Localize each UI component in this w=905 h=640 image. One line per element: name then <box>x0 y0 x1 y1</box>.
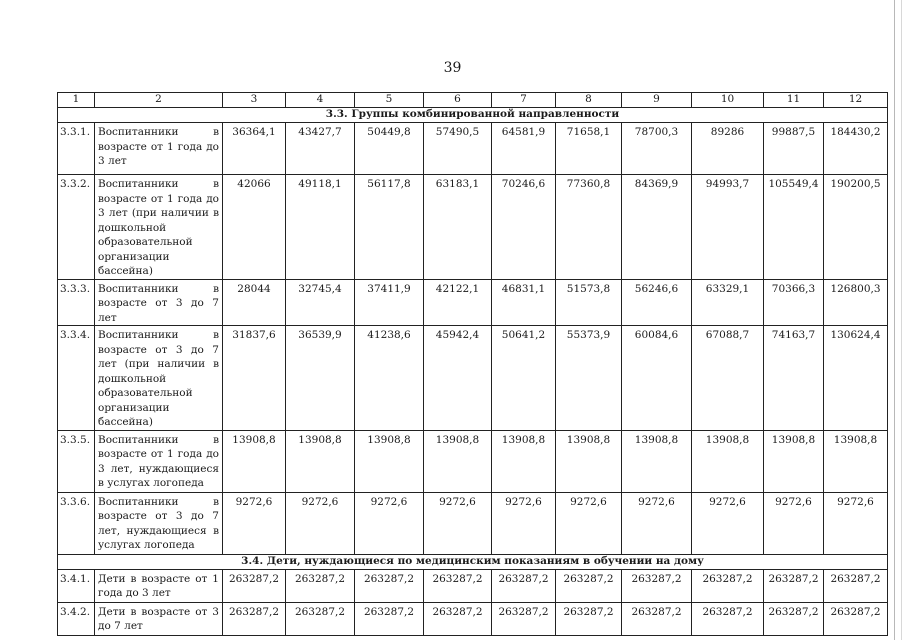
row-value: 56246,6 <box>622 279 692 326</box>
row-value: 263287,2 <box>764 602 824 635</box>
row-value: 13908,8 <box>556 430 622 492</box>
row-value: 70366,3 <box>764 279 824 326</box>
row-value: 63183,1 <box>424 175 492 280</box>
column-header: 9 <box>622 93 692 108</box>
row-value: 263287,2 <box>556 602 622 635</box>
row-value: 51573,8 <box>556 279 622 326</box>
table-row <box>58 123 888 175</box>
row-value: 67088,7 <box>692 326 764 431</box>
row-value: 263287,2 <box>692 569 764 602</box>
row-value: 37411,9 <box>355 279 424 326</box>
column-header: 8 <box>556 93 622 108</box>
row-value: 263287,2 <box>424 602 492 635</box>
row-value: 263287,2 <box>286 602 355 635</box>
table-row <box>58 326 888 431</box>
table-row <box>58 602 888 635</box>
column-header: 1 <box>58 93 95 108</box>
row-description: Дети в возрасте от 3 до 7 лет <box>95 602 223 635</box>
table-row <box>58 279 888 326</box>
row-description: Воспитанники в возрасте от 3 до 7 лет, нуждающиеся в услугах логопеда <box>95 492 223 554</box>
row-value: 55373,9 <box>556 326 622 431</box>
row-value: 263287,2 <box>764 569 824 602</box>
row-value: 13908,8 <box>824 430 888 492</box>
row-value: 9272,6 <box>424 492 492 554</box>
section-header-row <box>58 554 888 569</box>
column-header: 4 <box>286 93 355 108</box>
row-value: 263287,2 <box>355 569 424 602</box>
row-value: 263287,2 <box>492 602 556 635</box>
row-code: 3.3.5. <box>58 430 95 492</box>
row-value: 84369,9 <box>622 175 692 280</box>
row-value: 13908,8 <box>286 430 355 492</box>
row-value: 50449,8 <box>355 123 424 175</box>
column-header: 10 <box>692 93 764 108</box>
row-value: 263287,2 <box>824 602 888 635</box>
row-code: 3.4.1. <box>58 569 95 602</box>
row-value: 13908,8 <box>223 430 286 492</box>
row-value: 263287,2 <box>286 569 355 602</box>
row-value: 263287,2 <box>492 569 556 602</box>
row-description: Воспитанники в возрасте от 1 года до 3 лет, нуждающиеся в услугах логопеда <box>95 430 223 492</box>
row-value: 9272,6 <box>764 492 824 554</box>
column-header: 3 <box>223 93 286 108</box>
row-value: 9272,6 <box>492 492 556 554</box>
scan-edge-line <box>894 0 895 640</box>
row-value: 99887,5 <box>764 123 824 175</box>
row-value: 13908,8 <box>764 430 824 492</box>
row-code: 3.3.4. <box>58 326 95 431</box>
row-description: Воспитанники в возрасте от 3 до 7 лет <box>95 279 223 326</box>
row-value: 32745,4 <box>286 279 355 326</box>
row-value: 9272,6 <box>692 492 764 554</box>
column-header-row <box>58 93 888 108</box>
row-value: 56117,8 <box>355 175 424 280</box>
section-title: 3.4. Дети, нуждающиеся по медицинским показаниям в обучении на дому <box>58 554 888 569</box>
row-value: 70246,6 <box>492 175 556 280</box>
column-header: 12 <box>824 93 888 108</box>
scan-edge-line <box>901 0 902 640</box>
row-value: 46831,1 <box>492 279 556 326</box>
section-title: 3.3. Группы комбинированной направленности <box>58 108 888 123</box>
row-code: 3.3.2. <box>58 175 95 280</box>
row-value: 42122,1 <box>424 279 492 326</box>
page-number: 39 <box>443 60 462 76</box>
row-value: 45942,4 <box>424 326 492 431</box>
row-code: 3.3.3. <box>58 279 95 326</box>
row-description: Дети в возрасте от 1 года до 3 лет <box>95 569 223 602</box>
row-value: 74163,7 <box>764 326 824 431</box>
row-value: 263287,2 <box>824 569 888 602</box>
row-value: 190200,5 <box>824 175 888 280</box>
row-value: 71658,1 <box>556 123 622 175</box>
row-value: 9272,6 <box>824 492 888 554</box>
row-description: Воспитанники в возрасте от 3 до 7 лет (при наличии в дошкольной образовательной организации бассейна) <box>95 326 223 431</box>
row-value: 60084,6 <box>622 326 692 431</box>
row-value: 13908,8 <box>622 430 692 492</box>
row-value: 263287,2 <box>223 569 286 602</box>
row-value: 9272,6 <box>355 492 424 554</box>
row-value: 36539,9 <box>286 326 355 431</box>
row-value: 94993,7 <box>692 175 764 280</box>
row-value: 263287,2 <box>556 569 622 602</box>
row-value: 89286 <box>692 123 764 175</box>
row-value: 57490,5 <box>424 123 492 175</box>
row-description: Воспитанники в возрасте от 1 года до 3 лет (при наличии в дошкольной образовательной организации бассейна) <box>95 175 223 280</box>
row-value: 63329,1 <box>692 279 764 326</box>
row-code: 3.3.6. <box>58 492 95 554</box>
row-value: 50641,2 <box>492 326 556 431</box>
row-value: 13908,8 <box>692 430 764 492</box>
row-value: 263287,2 <box>692 602 764 635</box>
row-code: 3.3.1. <box>58 123 95 175</box>
column-header: 5 <box>355 93 424 108</box>
row-value: 31837,6 <box>223 326 286 431</box>
tariff-table <box>57 92 888 636</box>
row-code: 3.4.2. <box>58 602 95 635</box>
row-value: 9272,6 <box>556 492 622 554</box>
table-row <box>58 569 888 602</box>
row-value: 263287,2 <box>355 602 424 635</box>
row-value: 13908,8 <box>355 430 424 492</box>
column-header: 7 <box>492 93 556 108</box>
table-row <box>58 492 888 554</box>
row-value: 28044 <box>223 279 286 326</box>
row-value: 126800,3 <box>824 279 888 326</box>
row-value: 77360,8 <box>556 175 622 280</box>
row-value: 43427,7 <box>286 123 355 175</box>
row-value: 78700,3 <box>622 123 692 175</box>
row-value: 9272,6 <box>622 492 692 554</box>
row-value: 41238,6 <box>355 326 424 431</box>
row-value: 13908,8 <box>424 430 492 492</box>
row-value: 105549,4 <box>764 175 824 280</box>
row-value: 263287,2 <box>622 569 692 602</box>
table-row <box>58 175 888 280</box>
row-value: 263287,2 <box>424 569 492 602</box>
row-description: Воспитанники в возрасте от 1 года до 3 лет <box>95 123 223 175</box>
row-value: 263287,2 <box>223 602 286 635</box>
column-header: 6 <box>424 93 492 108</box>
row-value: 9272,6 <box>223 492 286 554</box>
column-header: 2 <box>95 93 223 108</box>
table-row <box>58 430 888 492</box>
row-value: 64581,9 <box>492 123 556 175</box>
row-value: 130624,4 <box>824 326 888 431</box>
row-value: 36364,1 <box>223 123 286 175</box>
column-header: 11 <box>764 93 824 108</box>
row-value: 184430,2 <box>824 123 888 175</box>
row-value: 13908,8 <box>492 430 556 492</box>
row-value: 42066 <box>223 175 286 280</box>
row-value: 263287,2 <box>622 602 692 635</box>
row-value: 9272,6 <box>286 492 355 554</box>
section-header-row <box>58 108 888 123</box>
row-value: 49118,1 <box>286 175 355 280</box>
